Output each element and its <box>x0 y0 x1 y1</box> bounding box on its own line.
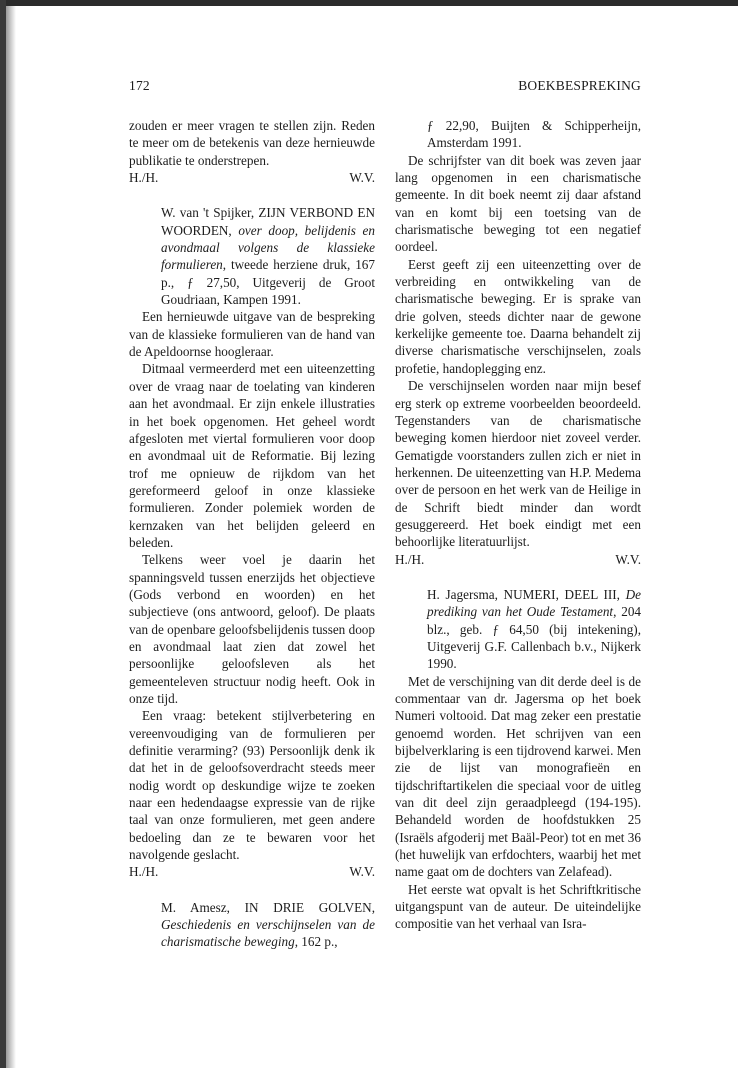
book-entry <box>395 586 641 673</box>
review-paragraph: Een hernieuwde uitgave van de bespreking van de klassieke formulieren van de hand van de Apeldoornse hoogleraar. <box>129 309 375 360</box>
signature-reviewer: W.V. <box>615 551 641 567</box>
book-entry-continued: ƒ 22,90, Buijten & Schipperheijn, Amsterdam 1991. <box>427 118 641 151</box>
book-author-title: H. Jagersma, NUMERI, DEEL III, <box>427 586 620 602</box>
running-head <box>129 78 641 98</box>
left-column <box>129 117 375 951</box>
book-author-title: M. Amesz, IN DRIE GOLVEN, <box>161 899 375 915</box>
book-details: , 204 blz., geb. ƒ 64,50 (bij intekening), Uitgeverij G.F. Callenbach b.v., Nijkerk 1990. <box>427 604 641 672</box>
book-entry <box>129 899 375 951</box>
book-subtitle: Geschiedenis en verschijnselen van de charismatische beweging <box>161 917 375 950</box>
book-entry <box>129 204 375 308</box>
signature-initials: H./H. <box>129 864 159 880</box>
review-paragraph: De verschijnselen worden naar mijn besef erg sterk op extreme voorbeelden beoordeeld. Tegenstanders van de charismatische beweging komen hierdoor niet zoveel verder. Gematigde voorstanders zullen zich er niet in herkennen. De uiteenzetting van H.P. Medema over de persoon en het werk van de Heilige in de Schrift biedt minder dan wordt gesuggereerd. Het boek eindigt met een behoorlijke literatuurlijst. <box>395 378 641 550</box>
review-signature <box>395 551 641 568</box>
review-paragraph: Ditmaal vermeerderd met een uiteenzetting over de vraag naar de toelating van kinderen aan het avondmaal. Er zijn enkele illustraties in het boek opgenomen. Het geheel wordt afgesloten met viertal formulieren voor doop en avondmaal uit de Reformatie. Bij lezing trof me opnieuw de rijkdom van het gereformeerd geloof in onze klassieke formulieren. Zonder polemiek worden de kernzaken van het belijden geleerd en beleden. <box>129 361 375 550</box>
review-signature <box>129 863 375 880</box>
review-paragraph: Het eerste wat opvalt is het Schriftkritische uitgangspunt van de auteur. De uiteindelijke compositie van het verhaal van Isra- <box>395 881 641 932</box>
book-subtitle: over doop, belijdenis en avondmaal volgens de klassieke formulieren <box>161 222 376 273</box>
signature-reviewer: W.V. <box>349 864 375 880</box>
book-author-title: W. van 't Spijker, ZIJN VERBOND EN WOORDEN, <box>161 205 375 238</box>
book-details: , 162 p., <box>294 934 338 950</box>
review-paragraph: Met de verschijning van dit derde deel is de commentaar van dr. Jagersma op het boek Numeri voltooid. Dat mag zeker een prestatie genoemd worden. Het schrijven van een bijbelverklaring is een tijdrovend karwei. Men zie de lijst van monografieën en tijdschriftartikelen die speciaal voor de uitleg van dit deel zijn geraadpleegd (194-195). Behandeld worden de hoofdstukken 25 (Israëls afgoderij met Baäl-Peor) tot en met 36 (het huwelijk van erfdochters, waarbij het met name gaat om de dochters van Zelafead). <box>395 673 641 880</box>
review-paragraph: Telkens weer voel je daarin het spanningsveld tussen enerzijds het objectieve (Gods verbond en woorden) en het subjectieve (ons antwoord, geloof). De plaats van de openbare geloofsbelijdenis tussen doop en avondmaal laat zien dat zowel het persoonlijke geloofsleven als het gemeenteleven structuur nodig heeft. Ook in onze tijd. <box>129 552 375 706</box>
right-column <box>395 117 641 933</box>
review-paragraph: De schrijfster van dit boek was zeven jaar lang opgenomen in een charismatische gemeente. In dit boek neemt zij daar afstand van en komt bij een toetsing van de charismatische beweging tot een negatief oordeel. <box>395 152 641 255</box>
review-paragraph: Een vraag: betekent stijlverbetering en vereenvoudiging van de formulieren per definitie verarming? (93) Persoonlijk denk ik dat het in de geloofsoverdracht steeds meer nodig wordt op deskundige wijze te zoeken naar een hedendaagse expressie van de rijke taal van onze formulieren, met geen andere bedoeling dan ze te bewaren voor het navolgende geslacht. <box>129 708 375 863</box>
signature-initials: H./H. <box>395 551 425 567</box>
signature-reviewer: W.V. <box>349 170 375 186</box>
running-title: BOEKBESPREKING <box>518 78 641 93</box>
paragraph-continued: zouden er meer vragen te stellen zijn. Reden te meer om de betekenis van deze hernieuwde publikatie te onderstrepen. <box>129 118 375 168</box>
review-signature <box>129 169 375 186</box>
book-details: , tweede herziene druk, 167 p., ƒ 27,50, Uitgeverij de Groot Goudriaan, Kampen 1991. <box>161 257 375 308</box>
signature-initials: H./H. <box>129 170 159 186</box>
review-paragraph: Eerst geeft zij een uiteenzetting over de verbreiding en ontwikkeling van de charismatische beweging. Er is sprake van drie golven, steeds dichter naar de gewone kerkelijke gemeente toe. Daarna behandelt zij diverse charismatische verschijnselen, zoals profetie, handoplegging enz. <box>395 256 641 376</box>
page-number: 172 <box>129 78 150 93</box>
book-subtitle: De prediking van het Oude Testament <box>427 586 641 620</box>
